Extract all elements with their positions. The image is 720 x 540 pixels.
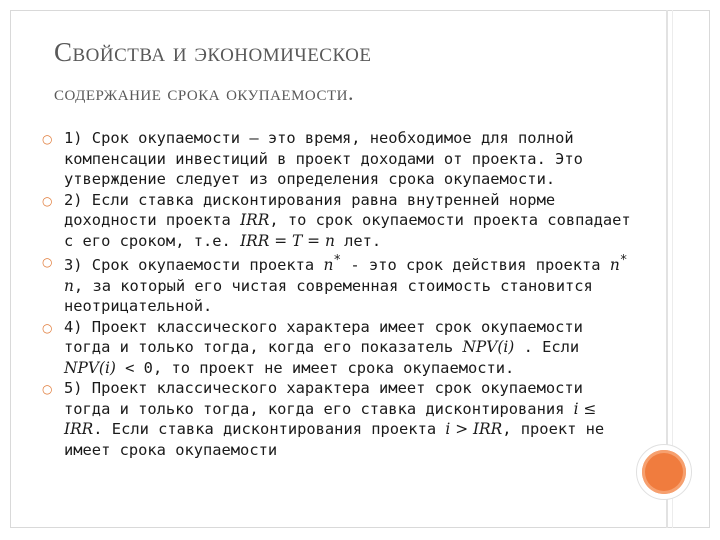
- list-item: [42, 378, 632, 460]
- bullet-icon: ○: [42, 193, 53, 208]
- item-5-text-c: , проект не имеет срока окупаемости: [64, 420, 605, 459]
- item-2-text-c: лет.: [334, 231, 382, 250]
- item-3-star: *: [333, 253, 342, 268]
- item-3-text-c: , за который его чистая современная стоимость становится неотрицательной.: [64, 276, 593, 316]
- item-1-text: 1) Срок окупаемости – это время, необходимое для полной компенсации инвестиций в проект доходами от проекта. Это утверждение следует из определения срока окупаемости.: [64, 129, 583, 188]
- list-item: [42, 317, 632, 379]
- bullet-icon: ○: [42, 132, 53, 146]
- item-3-n2: n: [609, 256, 620, 275]
- item-3-star-2: *: [619, 253, 628, 268]
- item-4-text-c: < 0, то проект не имеет срока окупаемости.: [115, 358, 515, 377]
- item-3-text-a: 3) Срок окупаемости проекта: [64, 256, 324, 275]
- item-4-npv-2: NPV(i): [64, 358, 116, 377]
- item-5-condition-2: i > IRR: [445, 420, 503, 439]
- item-2-text-a: 2) Если ставка дисконтирования равна внутренней норме доходности проекта: [64, 190, 556, 229]
- properties-list: [42, 128, 632, 460]
- title-line-2: содержание срока окупаемости.: [54, 80, 354, 105]
- list-item: [42, 190, 632, 252]
- item-4-npv: NPV(i): [462, 338, 515, 357]
- item-4-text-a: 4) Проект классического характера имеет срок окупаемости тогда и только тогда, когда его показатель: [64, 317, 583, 357]
- bullet-icon: ○: [42, 320, 53, 335]
- item-2-irr: IRR: [240, 211, 270, 229]
- item-5-text-a: 5) Проект классического характера имеет срок окупаемости тогда и только тогда, когда его ставка дисконтирования: [64, 379, 583, 418]
- bullet-icon: ○: [42, 382, 53, 397]
- slide-title: [54, 34, 614, 110]
- decorative-circle: [642, 450, 686, 494]
- item-3-text-b: - это срок действия проекта: [341, 256, 610, 275]
- item-2-text-b: , то срок окупаемости проекта совпадает с его сроком, т.е.: [64, 211, 631, 250]
- item-2-equation: IRR = T = n: [240, 231, 335, 250]
- item-3-n3: n: [64, 276, 74, 295]
- list-item: [42, 128, 632, 190]
- list-item: [42, 251, 632, 317]
- item-3-n: n: [323, 256, 334, 275]
- item-4-text-b: . Если: [514, 338, 580, 357]
- item-5-condition: i ≤ IRR: [64, 399, 597, 439]
- bullet-icon: ○: [42, 255, 53, 269]
- title-line-1: Свойства и экономическое: [54, 37, 372, 67]
- item-5-text-b: . Если ставка дисконтирования проекта: [93, 420, 446, 439]
